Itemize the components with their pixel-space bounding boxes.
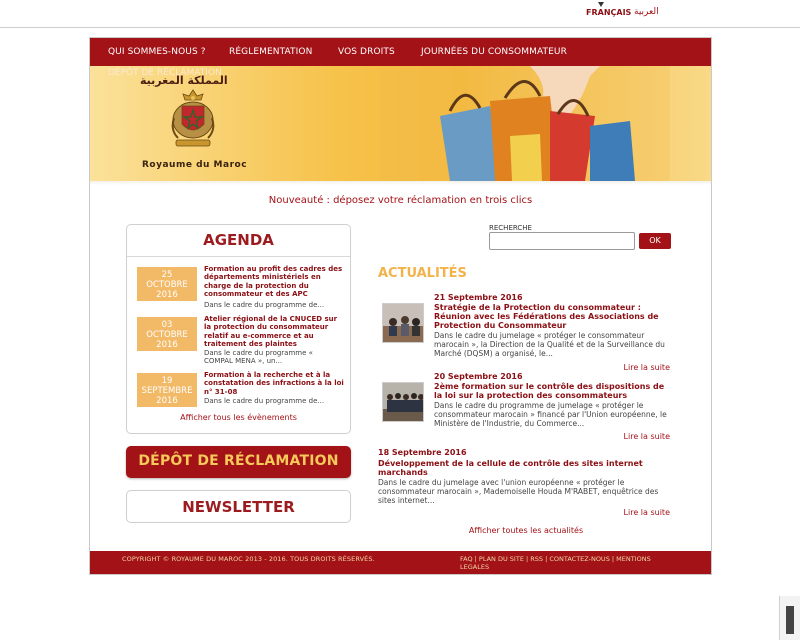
news-excerpt: Dans le cadre du jumelage avec l'union européenne « protéger le consommateur marocain », Mademoiselle Houda M'RABET, enquêtrice des sites internet... [378, 478, 659, 505]
event-description: Dans le cadre du programme de... [204, 301, 325, 309]
newsletter-button[interactable] [126, 490, 351, 523]
event-month: OCTOBRE [146, 330, 188, 340]
news-heading: ACTUALITÉS [378, 266, 467, 281]
news-excerpt: Dans le cadre du programme de jumelage « protéger le consommateur marocain » financé par l'Union européenne, le Ministère de l'Industrie, du Commerce... [434, 401, 667, 428]
agenda-event[interactable] [137, 265, 343, 309]
show-all-events-link[interactable]: Afficher tous les évènements [180, 413, 297, 422]
agenda-title: AGENDA [203, 231, 274, 249]
site-frame [89, 37, 712, 575]
event-day: 25 [161, 270, 173, 280]
notice-link[interactable]: Nouveauté : déposez votre réclamation en trois clics [268, 195, 533, 206]
scrollbar[interactable] [779, 596, 800, 640]
language-indicator-icon [598, 2, 604, 7]
footer [90, 551, 711, 574]
event-day: 19 [161, 376, 173, 386]
kingdom-arabic-name: المملكة المغربية [140, 74, 228, 87]
read-more-link[interactable]: Lire la suite [623, 432, 670, 441]
news-date: 21 Septembre 2016 [434, 293, 523, 302]
lang-arabic-link[interactable]: العربية [634, 7, 659, 17]
news-date: 18 Septembre 2016 [378, 448, 467, 457]
shopping-bags-illustration [380, 66, 670, 181]
kingdom-caption: Royaume du Maroc [142, 160, 248, 170]
agenda-event[interactable] [137, 315, 343, 366]
news-date: 20 Septembre 2016 [434, 372, 523, 381]
news-item [378, 293, 674, 373]
news-excerpt: Dans le cadre du jumelage « protéger le consommateur marocain », la Direction de la Qualité et de la Surveillance du Marché (DQSM) a organisé, le... [434, 331, 665, 358]
event-month: OCTOBRE [146, 280, 188, 290]
nav-item-vos-droits[interactable]: VOS DROITS [338, 47, 395, 57]
news-thumbnail[interactable] [382, 382, 424, 422]
event-title-link[interactable]: Formation au profit des cadres des départements ministériels en charge de la protection du consommateur et des APC [204, 265, 343, 298]
search-input[interactable] [489, 232, 635, 250]
royal-emblem-icon [170, 88, 216, 150]
news-item [378, 448, 674, 522]
divider [90, 181, 711, 185]
news-item [378, 372, 674, 446]
depot-reclamation-button[interactable] [126, 446, 351, 478]
divider [0, 27, 800, 28]
event-day: 03 [161, 320, 173, 330]
lang-french-link[interactable]: FRANÇAIS [586, 8, 632, 17]
footer-links[interactable]: FAQ | PLAN DU SITE | RSS | CONTACTEZ-NOUS | MENTIONS LEGALES [460, 555, 651, 571]
footer-copyright: COPYRIGHT © ROYAUME DU MAROC 2013 - 2016. TOUS DROITS RÉSERVÉS. [122, 555, 375, 563]
news-title-link[interactable]: 2ème formation sur le contrôle des dispositions de la loi sur la protection des consommateurs [434, 382, 665, 400]
search-label: RECHERCHE [489, 224, 532, 232]
read-more-link[interactable]: Lire la suite [623, 508, 670, 517]
read-more-link[interactable]: Lire la suite [623, 363, 670, 372]
event-date-badge [137, 267, 197, 301]
event-title-link[interactable]: Formation à la recherche et à la constatation des infractions à la loi n° 31-08 [204, 371, 344, 396]
agenda-panel [126, 224, 351, 434]
group-photo-icon [383, 383, 424, 422]
agenda-event[interactable] [137, 371, 343, 411]
event-description: Dans le cadre du programme de... [204, 397, 325, 405]
news-title-link[interactable]: Développement de la cellule de contrôle des sites internet marchands [378, 459, 643, 477]
show-all-news-link[interactable]: Afficher toutes les actualités [468, 526, 584, 535]
event-year: 2016 [156, 396, 178, 406]
news-thumbnail[interactable] [382, 303, 424, 343]
nav-item-depot-reclamation[interactable]: DÉPÔT DE RÉCLAMATION [108, 68, 222, 78]
newsletter-label: NEWSLETTER [182, 498, 295, 516]
event-date-badge [137, 317, 197, 351]
event-month: SEPTEMBRE [141, 386, 193, 396]
search-ok-button[interactable]: OK [639, 233, 671, 249]
event-year: 2016 [156, 340, 178, 350]
nav-item-reglementation[interactable]: RÉGLEMENTATION [229, 47, 313, 57]
main-nav [90, 38, 711, 66]
depot-reclamation-label: DÉPÔT DE RÉCLAMATION [138, 453, 339, 469]
event-date-badge [137, 373, 197, 407]
agenda-header [127, 225, 350, 257]
nav-item-journees[interactable]: JOURNÉES DU CONSOMMATEUR [421, 47, 567, 57]
event-year: 2016 [156, 290, 178, 300]
news-title-link[interactable]: Stratégie de la Protection du consommateur : Réunion avec les Fédérations des Associations de Protection du Consommateur [434, 303, 659, 330]
header-banner [90, 66, 711, 181]
nav-item-qui-sommes-nous[interactable]: QUI SOMMES-NOUS ? [108, 47, 206, 57]
scrollbar-thumb[interactable] [786, 606, 794, 634]
language-bar [0, 0, 800, 28]
event-description: Dans le cadre du programme « COMPAL MENA », un... [204, 349, 313, 366]
meeting-photo-icon [383, 304, 424, 343]
event-title-link[interactable]: Atelier régional de la CNUCED sur la protection du consommateur relatif au e-commerce et au traitement des plaintes [204, 315, 338, 348]
